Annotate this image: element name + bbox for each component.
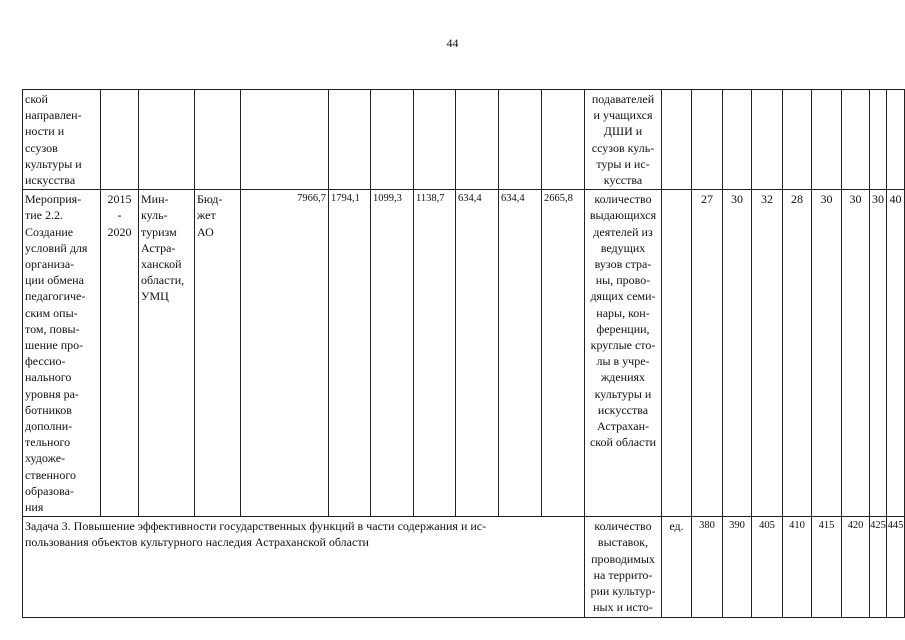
value-cell — [870, 90, 887, 190]
amount-cell: 2665,8 — [542, 190, 585, 517]
amount-cell — [329, 90, 371, 190]
value-cell: 30 — [812, 190, 842, 517]
value-cell: 40 — [887, 190, 905, 517]
executor-cell — [139, 90, 195, 190]
amount-cell: 634,4 — [499, 190, 542, 517]
value-cell: 28 — [783, 190, 812, 517]
value-cell: 420 — [842, 517, 870, 617]
value-cell: 32 — [752, 190, 783, 517]
source-cell: Бюд- жет АО — [195, 190, 241, 517]
measure-cell: ской направлен- ности и ссузов культуры и искусства — [23, 90, 101, 190]
source-cell — [195, 90, 241, 190]
amount-cell — [499, 90, 542, 190]
value-cell — [783, 90, 812, 190]
value-cell — [842, 90, 870, 190]
amount-cell: 1099,3 — [371, 190, 414, 517]
indicator-cell: количество выдающихся деятелей из ведущих вузов стра- ны, прово- дящих семи- нары, кон- ференции, круглые сто- лы в учре- ждениях культуры и искусства Астрахан- ской области — [585, 190, 662, 517]
value-cell: 410 — [783, 517, 812, 617]
value-cell: 380 — [692, 517, 723, 617]
table-row-task-3 — [23, 517, 905, 617]
value-cell: 425 — [870, 517, 887, 617]
value-cell — [692, 90, 723, 190]
value-cell — [812, 90, 842, 190]
amount-cell — [414, 90, 456, 190]
value-cell: 390 — [723, 517, 752, 617]
amount-cell: 1794,1 — [329, 190, 371, 517]
value-cell: 30 — [842, 190, 870, 517]
amount-cell — [371, 90, 414, 190]
unit-cell — [662, 190, 692, 517]
value-cell: 415 — [812, 517, 842, 617]
page-number: 44 — [446, 36, 459, 50]
indicator-cell: количество выставок, проводимых на террито- рии культур- ных и исто- — [585, 517, 662, 617]
executor-cell: Мин- куль- туризм Астра- ханской области, УМЦ — [139, 190, 195, 517]
program-table — [22, 89, 905, 618]
amount-cell — [542, 90, 585, 190]
value-cell — [723, 90, 752, 190]
value-cell: 27 — [692, 190, 723, 517]
table-row-measure-2-2 — [23, 190, 905, 517]
unit-cell: ед. — [662, 517, 692, 617]
table-row-continuation — [23, 90, 905, 190]
period-cell — [101, 90, 139, 190]
amount-cell — [456, 90, 499, 190]
period-cell: 2015 - 2020 — [101, 190, 139, 517]
value-cell — [887, 90, 905, 190]
amount-cell: 1138,7 — [414, 190, 456, 517]
indicator-cell: подавателей и учащихся ДШИ и ссузов куль- туры и ис- кусства — [585, 90, 662, 190]
measure-cell: Мероприя- тие 2.2. Создание условий для организа- ции обмена педагогиче- ским опы- том, повы- шение про- фессио- нального уровня ра- ботников дополни- тельного художе- ственного образова- ния — [23, 190, 101, 517]
value-cell — [752, 90, 783, 190]
task-cell: Задача 3. Повышение эффективности государственных функций в части содержания и ис- пользования объектов культурного наследия Астраханской области — [23, 517, 585, 617]
amount-cell — [241, 90, 329, 190]
amount-cell: 634,4 — [456, 190, 499, 517]
value-cell: 445 — [887, 517, 905, 617]
amount-cell: 7966,7 — [241, 190, 329, 517]
unit-cell — [662, 90, 692, 190]
value-cell: 405 — [752, 517, 783, 617]
value-cell: 30 — [723, 190, 752, 517]
value-cell: 30 — [870, 190, 887, 517]
